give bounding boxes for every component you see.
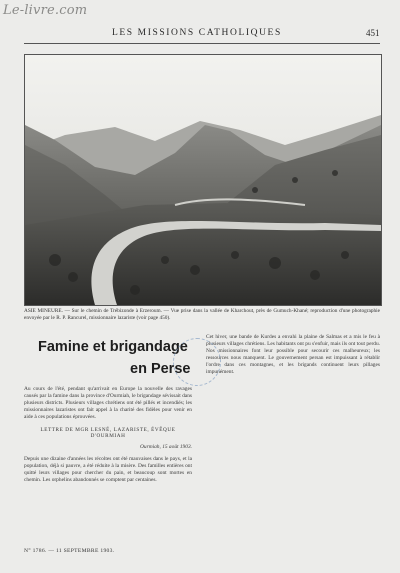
article-body-left: Depuis une dizaine d'années les récoltes ont été mauvaises dans le pays, et la population, déjà si pauvre, a été réduite à la misère. Des familles entières ont quitté leurs villages pour chercher du pain, et beaucoup sont mortes en chemin. Les orphelins abandonnés se comptent par centaines.	[24, 455, 192, 483]
valley-road-illustration	[25, 55, 381, 305]
photo-caption: ASIE MINEURE. — Sur le chemin de Trébizonde à Erzeroum. — Vue prise dans la vallée de Kharchout, près de Gumuch-Khané; reproduction d'une photographie envoyée par le R. P. Rancurel, missionnaire lazariste (voir page 450).	[24, 308, 380, 322]
running-title: LES MISSIONS CATHOLIQUES	[112, 28, 282, 38]
article-body-right: Cet hiver, une bande de Kurdes a envahi la plaine de Salmas et a mis le feu à plusieurs villages chrétiens. Les habitants ont pu s'enfuir, mais ils ont tout perdu. Nos missionnaires font leur possible pour secourir ces malheureux; les ressources nous manquent. Le gouvernement persan est impuissant à rétablir l'ordre dans ces montagnes, et les brigands continuent leurs pillages impunément.	[206, 334, 380, 376]
header-rule	[24, 43, 380, 44]
watermark-logo: Le-livre.com	[3, 3, 88, 18]
left-column	[24, 334, 192, 484]
article-intro: Au cours de l'été, pendant qu'arrivait en Europe la nouvelle des ravages causés par la famine dans la province d'Ourmiah, le brigandage sévissait dans plusieurs districts. Plusieurs villages chrétiens ont été pillés et incendiés; les missionnaires lazaristes ont fait appel à la charité des fidèles pour venir en aide à ces populations éprouvées.	[24, 386, 192, 421]
landscape-photograph	[24, 54, 382, 306]
right-column	[206, 334, 380, 377]
issue-footer: N° 1786. — 11 SEPTEMBRE 1903.	[24, 548, 115, 554]
place-date: Ourmiah, 15 août 1903.	[140, 444, 192, 451]
library-stamp	[173, 338, 221, 386]
page-number: 451	[366, 28, 380, 38]
letter-heading: LETTRE DE MGR LESNÉ, LAZARISTE, ÉVÊQUE D'OURMIAH	[40, 427, 176, 440]
article-title-line2: en Perse	[130, 361, 191, 377]
article-title-line1: Famine et brigandage	[38, 339, 188, 355]
